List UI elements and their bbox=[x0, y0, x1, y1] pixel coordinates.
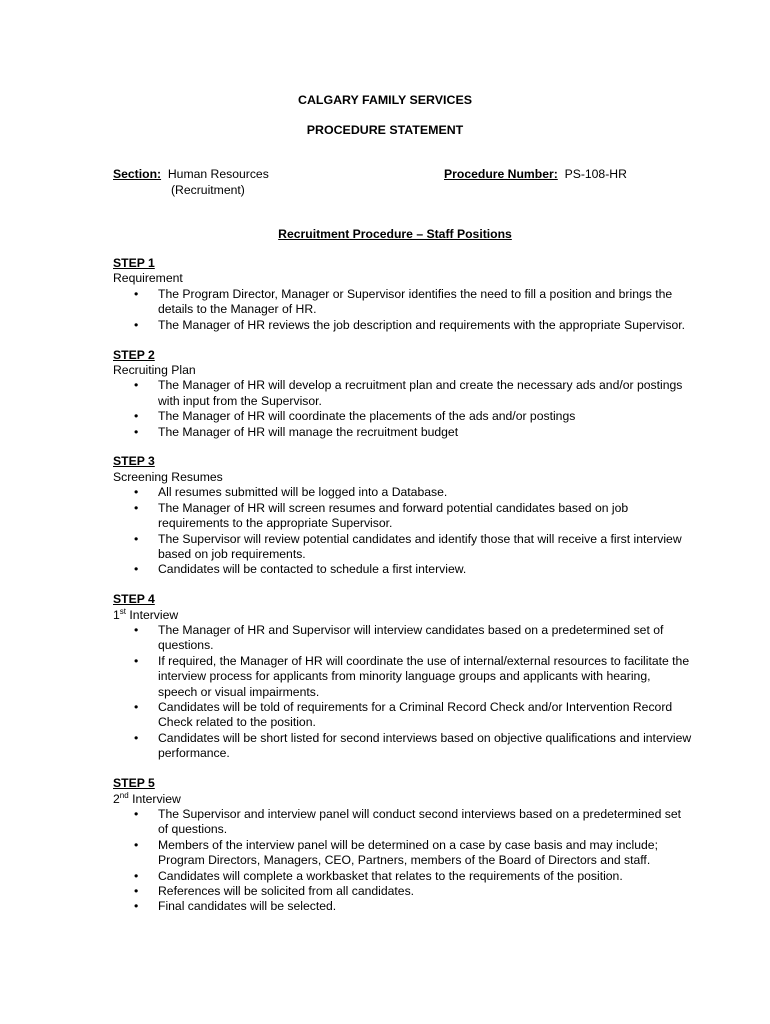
bullet-icon: • bbox=[134, 424, 139, 439]
bullet-item bbox=[113, 378, 693, 409]
step-subtitle bbox=[113, 608, 693, 623]
bullet-icon: • bbox=[134, 409, 139, 424]
bullet-item bbox=[113, 287, 693, 318]
bullet-text: Members of the interview panel will be determined on a case by case basis and may include; Program Directors, Managers, CEO, Partners, members of the Board of Directors and staff. bbox=[158, 837, 658, 868]
bullet-text: The Manager of HR will screen resumes and forward potential candidates based on job requirements to the appropriate Supervisor. bbox=[158, 500, 629, 531]
bullet-icon: • bbox=[134, 868, 139, 883]
bullet-text: Candidates will be short listed for second interviews based on objective qualifications and interview performance. bbox=[158, 730, 692, 761]
bullet-icon: • bbox=[134, 700, 139, 715]
subtitle-text: Interview bbox=[128, 791, 181, 806]
section-value: Human Resources bbox=[167, 167, 269, 181]
bullet-item bbox=[113, 318, 693, 333]
step-3 bbox=[113, 454, 693, 577]
organization-title: CALGARY FAMILY SERVICES bbox=[298, 93, 472, 107]
steps-list bbox=[113, 256, 693, 929]
bullet-text: All resumes submitted will be logged into a Database. bbox=[158, 485, 448, 500]
bullet-icon: • bbox=[134, 837, 139, 852]
bullet-item bbox=[113, 562, 693, 577]
bullet-item bbox=[113, 884, 693, 899]
bullet-text: The Manager of HR will manage the recruitment budget bbox=[158, 424, 459, 439]
bullet-icon: • bbox=[134, 531, 139, 546]
bullet-text: The Supervisor and interview panel will conduct second interviews based on a predetermined set of questions. bbox=[158, 807, 681, 837]
bullet-icon: • bbox=[134, 485, 139, 500]
step-subtitle: Recruiting Plan bbox=[113, 362, 196, 377]
procedure-number-value: PS-108-HR bbox=[564, 167, 627, 181]
section-info bbox=[113, 167, 269, 198]
subtitle-number: 1 bbox=[113, 607, 120, 622]
step-title: STEP 4 bbox=[113, 592, 155, 607]
step-bullets bbox=[113, 287, 693, 333]
step-bullets bbox=[113, 378, 693, 440]
bullet-icon: • bbox=[134, 623, 139, 638]
bullet-icon: • bbox=[134, 500, 139, 515]
bullet-text: The Manager of HR will develop a recruitment plan and create the necessary ads and/or postings with input from the Supervisor. bbox=[158, 378, 683, 408]
bullet-icon: • bbox=[134, 286, 139, 301]
bullet-item bbox=[113, 532, 693, 563]
step-bullets bbox=[113, 807, 693, 915]
step-bullets bbox=[113, 485, 693, 577]
procedure-heading: Recruitment Procedure – Staff Positions bbox=[278, 227, 512, 241]
bullet-item bbox=[113, 899, 693, 914]
bullet-item bbox=[113, 425, 693, 440]
bullet-item bbox=[113, 654, 693, 700]
bullet-item bbox=[113, 731, 693, 762]
step-subtitle bbox=[113, 792, 693, 807]
bullet-item bbox=[113, 409, 693, 424]
bullet-icon: • bbox=[134, 807, 139, 821]
subtitle-ordinal: nd bbox=[119, 790, 129, 800]
bullet-text: The Manager of HR and Supervisor will interview candidates based on a predetermined set of questions. bbox=[158, 623, 664, 653]
step-4 bbox=[113, 592, 693, 761]
bullet-text: References will be solicited from all candidates. bbox=[158, 884, 415, 899]
subtitle-text: Interview bbox=[126, 607, 179, 622]
bullet-item bbox=[113, 807, 693, 838]
step-title: STEP 1 bbox=[113, 256, 155, 270]
bullet-item bbox=[113, 623, 693, 654]
bullet-item bbox=[113, 869, 693, 884]
step-2 bbox=[113, 348, 693, 440]
bullet-text: Candidates will be contacted to schedule a first interview. bbox=[158, 562, 467, 577]
bullet-text: If required, the Manager of HR will coordinate the use of internal/external resources to facilitate the interview process for applicants from minority language groups and applicants with hearing, speech or visual impairments. bbox=[158, 653, 690, 699]
bullet-text: The Manager of HR will coordinate the placements of the ads and/or postings bbox=[158, 409, 576, 424]
bullet-icon: • bbox=[134, 378, 139, 393]
bullet-icon: • bbox=[134, 884, 139, 899]
bullet-text: The Manager of HR reviews the job description and requirements with the appropriate Supervisor. bbox=[158, 317, 686, 332]
bullet-icon: • bbox=[134, 899, 139, 914]
bullet-text: The Supervisor will review potential candidates and identify those that will receive a first interview based on job requirements. bbox=[158, 531, 682, 561]
procedure-number-info bbox=[444, 167, 627, 183]
bullet-icon: • bbox=[134, 317, 139, 332]
bullet-text: The Program Director, Manager or Supervisor identifies the need to fill a position and brings the details to the Manager of HR. bbox=[158, 286, 673, 317]
section-label: Section: bbox=[113, 167, 162, 181]
bullet-icon: • bbox=[134, 730, 139, 745]
document-type-title: PROCEDURE STATEMENT bbox=[306, 123, 464, 137]
bullet-text: Candidates will be told of requirements for a Criminal Record Check and/or Intervention Record Check related to the position. bbox=[158, 700, 673, 730]
bullet-item bbox=[113, 838, 693, 869]
step-title: STEP 2 bbox=[113, 347, 155, 362]
step-title: STEP 3 bbox=[113, 454, 155, 469]
step-5 bbox=[113, 776, 693, 915]
section-subvalue: (Recruitment) bbox=[171, 182, 245, 197]
subtitle-ordinal: st bbox=[119, 606, 127, 616]
subtitle-number: 2 bbox=[113, 791, 120, 806]
procedure-number-label: Procedure Number: bbox=[444, 167, 558, 181]
step-subtitle: Screening Resumes bbox=[113, 469, 223, 484]
bullet-item bbox=[113, 700, 693, 731]
step-subtitle: Requirement bbox=[113, 271, 183, 286]
step-1 bbox=[113, 256, 693, 333]
bullet-item bbox=[113, 485, 693, 500]
bullet-icon: • bbox=[134, 562, 139, 577]
bullet-item bbox=[113, 501, 693, 532]
step-title: STEP 5 bbox=[113, 776, 155, 791]
bullet-text: Final candidates will be selected. bbox=[158, 899, 337, 914]
bullet-icon: • bbox=[134, 653, 139, 668]
bullet-text: Candidates will complete a workbasket that relates to the requirements of the position. bbox=[158, 868, 623, 883]
step-bullets bbox=[113, 623, 693, 762]
